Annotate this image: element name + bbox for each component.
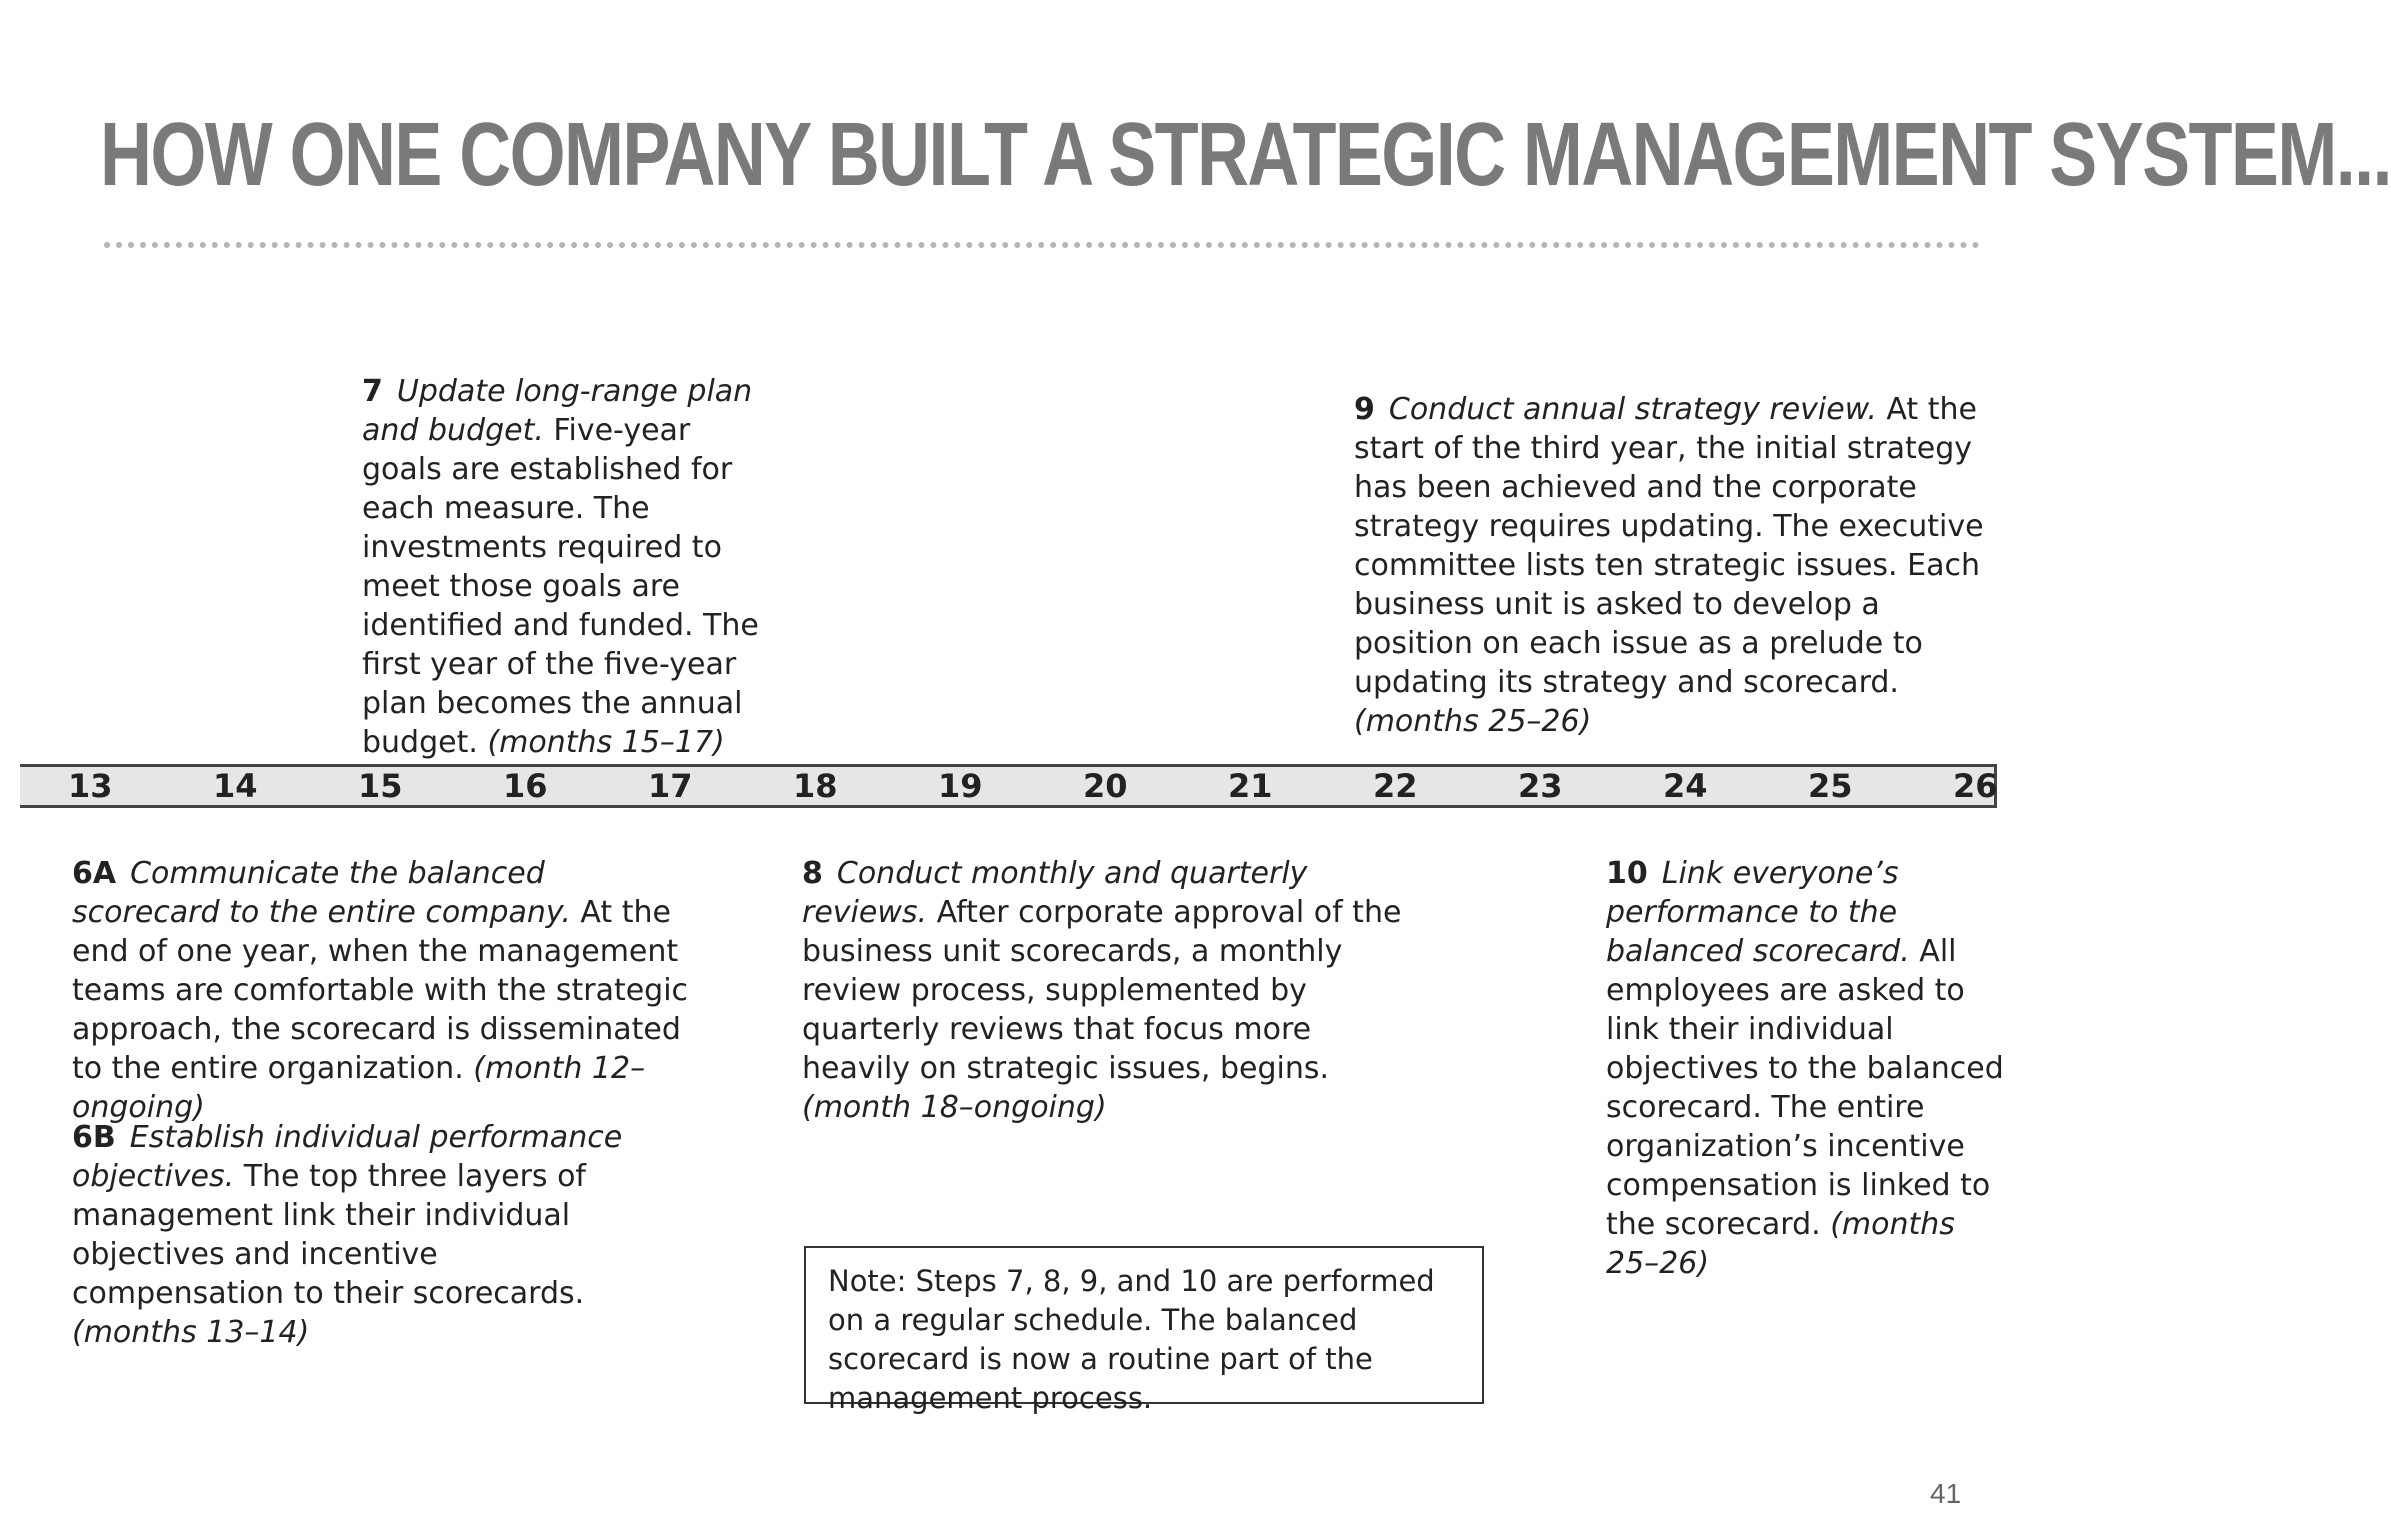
step-9 xyxy=(1354,390,1994,741)
step-heading: Communicate the balanced scorecard to the entire company. xyxy=(72,856,571,930)
step-months: (months 25–26) xyxy=(1354,704,1592,739)
timeline-month: 14 xyxy=(213,767,258,805)
step-number: 8 xyxy=(802,856,823,891)
step-number: 9 xyxy=(1354,392,1375,427)
page-title: HOW ONE COMPANY BUILT A STRATEGIC MANAGEMENT SYSTEM... xyxy=(100,105,2391,205)
step-7 xyxy=(362,372,762,762)
step-months: (months 13–14) xyxy=(72,1315,310,1350)
step-body: After corporate approval of the business unit scorecards, a monthly review process, supplemented by quarterly reviews that focus more heavily on strategic issues, begins. xyxy=(802,895,1402,1086)
step-number: 6B xyxy=(72,1120,116,1155)
step-months: (months 15–17) xyxy=(487,725,725,760)
timeline-month: 22 xyxy=(1373,767,1418,805)
step-10 xyxy=(1606,854,2006,1283)
step-body: All employees are asked to link their individual objectives to the balanced scorecard. The entire organization’s incentive compensation is linked to the scorecard. xyxy=(1606,934,2004,1242)
step-heading: Establish individual performance objectives. xyxy=(72,1120,623,1194)
note-box xyxy=(804,1246,1484,1415)
step-months: (month 12–ongoing) xyxy=(72,1051,646,1125)
step-heading: Conduct monthly and quarterly reviews. xyxy=(802,856,1308,930)
timeline-month: 16 xyxy=(503,767,548,805)
timeline-month: 13 xyxy=(68,767,113,805)
timeline-month: 17 xyxy=(648,767,693,805)
step-months: (month 18–ongoing) xyxy=(802,1090,1107,1125)
timeline-month: 20 xyxy=(1083,767,1128,805)
step-8 xyxy=(802,854,1422,1127)
step-body: At the start of the third year, the initial strategy has been achieved and the corporate strategy requires updating. The executive committee lists ten strategic issues. Each business unit is asked to develop a position on each issue as a prelude to updating its strategy and scorecard. xyxy=(1354,392,1984,700)
step-6b xyxy=(72,1118,632,1352)
step-number: 6A xyxy=(72,856,117,891)
step-number: 10 xyxy=(1606,856,1648,891)
step-6a xyxy=(72,854,692,1127)
step-body: The top three layers of management link their individual objectives and incentive compensation to their scorecards. xyxy=(72,1159,586,1311)
page-number: 41 xyxy=(1930,1478,1962,1509)
step-number: 7 xyxy=(362,374,383,409)
step-heading: Link everyone’s performance to the balanced scorecard. xyxy=(1606,856,1910,969)
timeline-month: 24 xyxy=(1663,767,1708,805)
timeline-month: 18 xyxy=(793,767,838,805)
step-months: (months 25–26) xyxy=(1606,1207,1955,1281)
step-heading: Update long-range plan and budget. xyxy=(362,374,753,448)
timeline-month: 23 xyxy=(1518,767,1563,805)
timeline-month: 26 xyxy=(1953,767,1998,805)
note-text: Note: Steps 7, 8, 9, and 10 are performed on a regular schedule. The balanced scorecard is now a routine part of the management process. xyxy=(828,1264,1435,1415)
title-divider xyxy=(104,242,1980,248)
step-heading: Conduct annual strategy review. xyxy=(1388,392,1877,427)
timeline-month: 15 xyxy=(358,767,403,805)
timeline-month: 19 xyxy=(938,767,983,805)
timeline-month: 25 xyxy=(1808,767,1853,805)
step-body: At the end of one year, when the management teams are comfortable with the strategic approach, the scorecard is disseminated to the entire organization. xyxy=(72,895,689,1086)
step-body: Five-year goals are established for each measure. The investments required to meet those goals are identified and funded. The first year of the five-year plan becomes the annual budget. xyxy=(362,413,759,760)
timeline-month: 21 xyxy=(1228,767,1273,805)
timeline-band xyxy=(20,764,1997,808)
